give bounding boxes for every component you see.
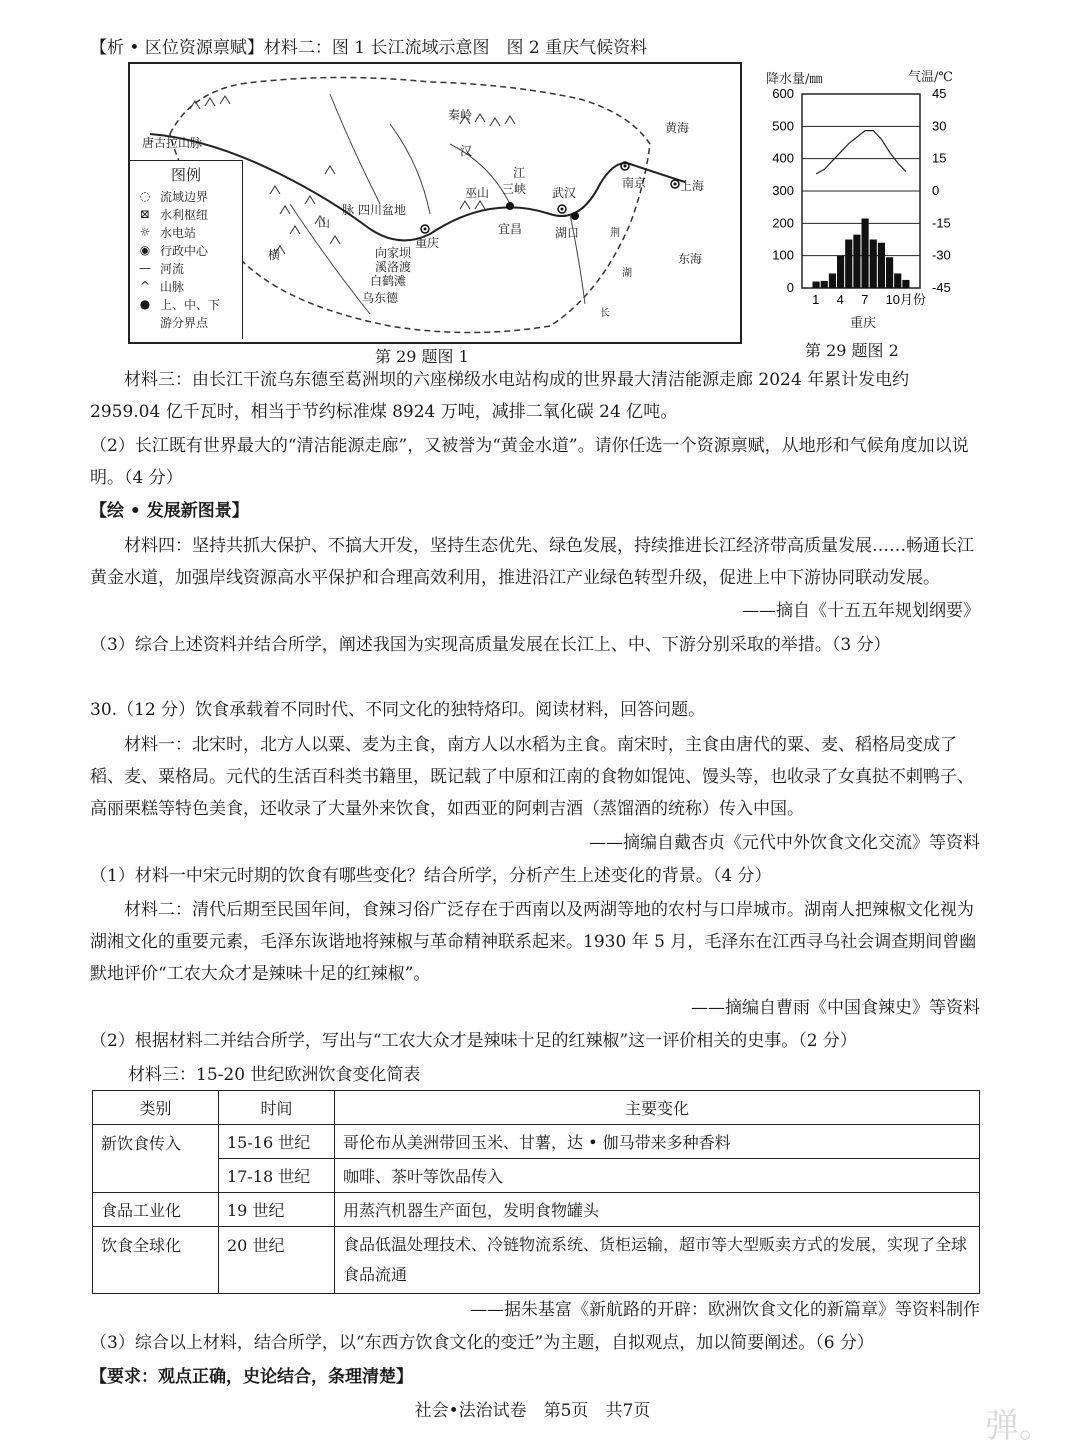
- map-label: 东海: [678, 252, 703, 266]
- yangtze-basin-map: [128, 62, 742, 344]
- map-label: 乌东德: [362, 291, 399, 305]
- table-header: 主要变化: [335, 1091, 980, 1125]
- precip-bar: [837, 256, 844, 288]
- y-tick-label: 300: [772, 183, 794, 198]
- map-label: 山: [318, 216, 331, 230]
- material-30-3-title: 材料三：15-20 世纪欧洲饮食变化简表: [128, 1065, 421, 1085]
- legend-item: [130, 259, 242, 277]
- table-cell: 食品工业化: [93, 1193, 219, 1227]
- legend-item: [130, 313, 242, 331]
- precip-bar: [853, 235, 860, 288]
- x-tick-label: 1: [812, 292, 820, 307]
- x-tick-label: 7: [861, 292, 869, 307]
- question-30: 30.（12 分）饮食承载着不同时代、不同文化的独特烙印。阅读材料，回答问题。: [90, 700, 706, 720]
- city-markers: [421, 162, 679, 233]
- legend-item: [130, 295, 242, 313]
- map-label: 白鹤滩: [370, 274, 407, 288]
- y2-tick-label: -30: [932, 247, 951, 263]
- legend-label: 行政中心: [160, 243, 209, 258]
- map-caption: 第 29 题图 1: [375, 347, 469, 366]
- precip-bar: [845, 240, 852, 289]
- map-label: 湖口: [555, 226, 580, 240]
- europe-diet-table: [92, 1090, 980, 1294]
- table-cell: 饮食全球化: [93, 1227, 219, 1294]
- map-label: 向家坝: [375, 246, 412, 260]
- material-30-1-source: ——摘编自戴杏贞《元代中外饮食文化交流》等资料: [589, 833, 980, 853]
- material-30-3-source: ——据朱基富《新航路的开辟：欧洲饮食文化的新篇章》等资料制作: [470, 1300, 980, 1320]
- x-tick-label: 10月份: [885, 292, 927, 307]
- legend-label: 流域边界: [160, 189, 209, 204]
- y-axis-label: 降水量/㎜: [766, 72, 823, 87]
- map-label: 江: [513, 166, 526, 180]
- map-label: 宜昌: [498, 222, 523, 236]
- table-cell: 食品低温处理技术、冷链物流系统、货柜运输，超市等大型贩卖方式的发展，实现了全球食品流通: [335, 1227, 980, 1294]
- precip-bar: [821, 281, 828, 288]
- question-30-2: （2）根据材料二并结合所学，写出与“工农大众才是辣味十足的红辣椒”这一评价相关的史事。（2 分）: [90, 1031, 857, 1051]
- precip-bar: [894, 273, 901, 288]
- material-four: 材料四：坚持共抓大保护、不搞大开发，坚持生态优先、绿色发展，持续推进长江经济带高质量发展……畅通长江黄金水道，加强岸线资源高水平保护和合理高效利用，推进沿江产业绿色转型升级，促进上中下游协同联动发展。: [90, 536, 974, 588]
- page-footer: 社会•法治试卷 第5页 共7页: [414, 1401, 651, 1421]
- precip-bar: [813, 282, 820, 288]
- material-three: 材料三：由长江干流乌东德至葛洲坝的六座梯级水电站构成的世界最大清洁能源走廊 2024 年累计发电约 2959.04 亿千瓦时，相当于节约标准煤 8924 万吨，减排二氧化碳 24 亿吨。: [90, 370, 910, 422]
- dot-icon: ●: [139, 297, 151, 311]
- dashed-boundary-icon: ◌: [139, 189, 151, 203]
- table-cell: 19 世纪: [219, 1193, 335, 1227]
- map-label: 巫山: [465, 186, 490, 200]
- y-tick-label: 100: [772, 247, 794, 263]
- map-label: 横: [268, 248, 281, 262]
- tributary: [330, 94, 380, 204]
- y2-tick-label: 45: [932, 86, 947, 101]
- section-draw: 【绘 • 发展新图景】: [90, 501, 249, 521]
- map-label: 武汉: [552, 186, 577, 200]
- mountain-icon: ^: [139, 279, 151, 293]
- legend-item: [130, 223, 242, 241]
- material-30-1: 材料一：北宋时，北方人以粟、麦为主食，南方人以水稻为主食。南宋时，主食由唐代的粟、麦、稻格局变成了稻、麦、粟格局。元代的生活百科类书籍里，既记载了中原和江南的食物如馄饨、馒头等，也收录了女真挞不剌鸭子、高丽栗糕等特色美食，还收录了大量外来饮食，如西亚的阿剌吉酒（蒸馏酒的统称）传入中国。: [90, 735, 974, 819]
- table-row: [93, 1193, 980, 1227]
- map-label: 黄海: [665, 121, 690, 135]
- table-header: 类别: [93, 1091, 219, 1125]
- material-four-source: ——摘自《十五五年规划纲要》: [742, 601, 980, 621]
- watermark: 弹。: [985, 1406, 1053, 1446]
- y2-tick-label: -45: [932, 280, 951, 295]
- map-label: 四川盆地: [358, 203, 407, 217]
- table-cell: 新饮食传入: [93, 1125, 219, 1193]
- legend-label: 水电站: [160, 225, 197, 240]
- legend-item: [130, 241, 242, 259]
- requirement-note: 【要求：观点正确，史论结合，条理清楚】: [90, 1367, 413, 1387]
- table-row: [93, 1125, 980, 1159]
- admin-center-icon: ◉: [139, 243, 151, 257]
- y-tick-label: 0: [786, 280, 794, 295]
- precip-bar: [902, 280, 909, 288]
- table-header: 时间: [219, 1091, 335, 1125]
- precip-bar: [878, 243, 885, 288]
- map-label: 秦岭: [448, 108, 473, 122]
- map-label: 上海: [680, 179, 705, 193]
- legend-label: 游分界点: [160, 315, 209, 330]
- y-tick-label: 400: [772, 150, 794, 166]
- section-header: 【析 • 区位资源禀赋】材料二：图 1 长江流域示意图 图 2 重庆气候资料: [90, 38, 648, 58]
- legend-item: [130, 205, 242, 223]
- y-tick-label: 600: [772, 86, 794, 101]
- table-row: [93, 1159, 980, 1193]
- x-tick-label: 4: [836, 292, 844, 307]
- map-legend: [130, 160, 243, 339]
- material-30-2: 材料二：清代后期至民国年间，食辣习俗广泛存在于西南以及两湖等地的农村与口岸城市。湖南人把辣椒文化视为湖湘文化的重要元素，毛泽东诙谐地将辣椒与革命精神联系起来。1930 年 5 月，毛泽东在江西寻乌社会调查期间曾幽默地评价“工农大众才是辣味十足的红辣椒”。: [90, 900, 977, 984]
- x-axis-label: 重庆: [850, 316, 877, 331]
- precip-bar: [862, 218, 869, 288]
- table-cell: 用蒸汽机器生产面包，发明食物罐头: [335, 1193, 980, 1227]
- question-2: （2）长江既有世界最大的“清洁能源走廊”，又被誉为“黄金水道”。请你任选一个资源禀赋，从地形和气候角度加以说明。（4 分）: [90, 436, 969, 488]
- chart-caption: 第 29 题图 2: [805, 341, 899, 360]
- question-30-3: （3）综合以上材料，结合所学，以“东西方饮食文化的变迁”为主题，自拟观点，加以简要阐述。（6 分）: [90, 1333, 874, 1353]
- map-label: 溪洛渡: [375, 260, 412, 274]
- map-label: 荆: [610, 228, 620, 239]
- precip-bar: [886, 257, 893, 288]
- table-cell: 17-18 世纪: [219, 1159, 335, 1193]
- legend-label: 山脉: [160, 279, 185, 294]
- y-tick-label: 500: [772, 118, 794, 134]
- y2-tick-label: 0: [932, 183, 940, 198]
- legend-item: [130, 187, 242, 205]
- table-row: [93, 1227, 980, 1294]
- dam-icon: ⊠: [139, 207, 151, 221]
- precip-bar: [829, 273, 836, 288]
- map-label: 汉: [460, 144, 473, 158]
- map-label: 三峡: [502, 182, 527, 196]
- y2-tick-label: -15: [932, 215, 951, 231]
- question-3: （3）综合上述资料并结合所学，阐述我国为实现高质量发展在长江上、中、下游分别采取的举措。（3 分）: [90, 635, 891, 655]
- legend-item: [130, 277, 242, 295]
- map-label: 长: [600, 308, 610, 319]
- table-cell: 咖啡、茶叶等饮品传入: [335, 1159, 980, 1193]
- y2-tick-label: 30: [932, 118, 947, 134]
- table-header-row: [93, 1091, 980, 1125]
- y2-axis-label: 气温/℃: [908, 70, 953, 85]
- legend-label: 河流: [160, 261, 185, 276]
- map-label: 唐古拉山脉: [142, 136, 203, 150]
- hydropower-icon: ☼: [139, 225, 151, 239]
- map-label: 脉: [342, 203, 355, 217]
- legend-label: 上、中、下: [160, 297, 221, 312]
- chongqing-climate-chart: [760, 60, 975, 335]
- y-tick-label: 200: [772, 215, 794, 231]
- map-label: 南京: [622, 176, 647, 190]
- precip-bar: [870, 240, 877, 289]
- map-label: 湖: [622, 268, 632, 279]
- temperature-line: [816, 131, 906, 174]
- material-30-2-source: ——摘编自曹雨《中国食辣史》等资料: [691, 998, 980, 1018]
- table-cell: 哥伦布从美洲带回玉米、甘薯，达 • 伽马带来多种香料: [335, 1125, 980, 1159]
- y2-tick-label: 15: [932, 150, 947, 166]
- question-30-1: （1）材料一中宋元时期的饮食有哪些变化？结合所学，分析产生上述变化的背景。（4 分）: [90, 866, 772, 886]
- map-label: 重庆: [415, 236, 440, 250]
- chart-svg: [760, 60, 975, 335]
- river-icon: —: [139, 261, 151, 275]
- legend-label: 水利枢纽: [160, 207, 209, 222]
- table-cell: 15-16 世纪: [219, 1125, 335, 1159]
- table-cell: 20 世纪: [219, 1227, 335, 1294]
- legend-title: 图例: [170, 166, 201, 184]
